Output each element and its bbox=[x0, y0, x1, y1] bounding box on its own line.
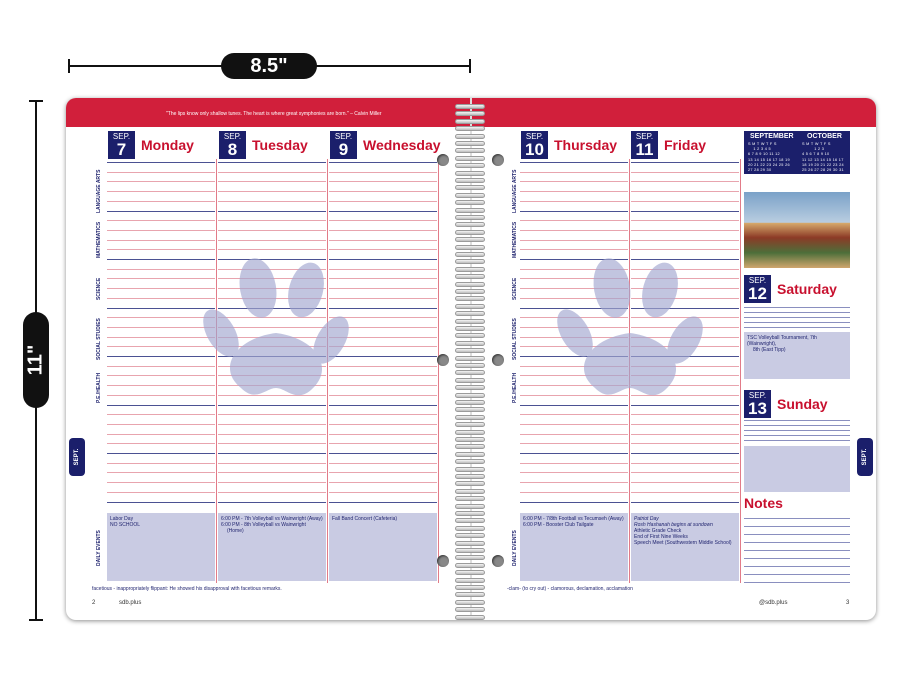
date-badge: SEP. 11 bbox=[631, 131, 658, 159]
spiral-coil bbox=[455, 526, 485, 531]
ruled-line bbox=[631, 502, 739, 503]
ruled-line bbox=[218, 220, 326, 221]
ruled-line bbox=[107, 220, 215, 221]
punch-hole bbox=[492, 154, 504, 166]
ruled-line bbox=[520, 172, 628, 173]
ruled-line bbox=[218, 172, 326, 173]
spiral-coil bbox=[455, 193, 485, 198]
ruled-line bbox=[218, 201, 326, 202]
column-divider bbox=[740, 159, 741, 583]
spiral-coil bbox=[455, 407, 485, 412]
spiral-coil bbox=[455, 304, 485, 309]
spiral-coil bbox=[455, 141, 485, 146]
ruled-line bbox=[329, 240, 437, 241]
spiral-coil bbox=[455, 267, 485, 272]
ruled-line bbox=[631, 230, 739, 231]
ruled-line bbox=[631, 472, 739, 473]
ruled-line bbox=[631, 201, 739, 202]
ruled-line bbox=[218, 463, 326, 464]
ruled-line bbox=[520, 453, 628, 454]
spiral-coil bbox=[455, 282, 485, 287]
ruled-line bbox=[218, 502, 326, 503]
day-header-saturday bbox=[744, 275, 850, 303]
ruled-line bbox=[329, 463, 437, 464]
ruled-line bbox=[329, 172, 437, 173]
spiral-coil bbox=[455, 600, 485, 605]
ruled-line bbox=[520, 240, 628, 241]
notes-line bbox=[744, 558, 850, 559]
spiral-coil bbox=[455, 570, 485, 575]
date-badge: SEP. 9 bbox=[330, 131, 357, 159]
height-label-pill bbox=[23, 312, 49, 408]
spiral-coil bbox=[455, 230, 485, 235]
day-header-friday bbox=[631, 131, 739, 159]
spiral-coil bbox=[455, 311, 485, 316]
subject-label-pe-health: P.E./HEALTH bbox=[96, 372, 102, 403]
ruled-line bbox=[107, 181, 215, 182]
ruled-line bbox=[218, 482, 326, 483]
daily-events-wednesday[interactable]: Fall Band Concert (Cafeteria) bbox=[329, 513, 437, 581]
subject-label-science: SCIENCE bbox=[512, 277, 518, 300]
spiral-coil bbox=[455, 511, 485, 516]
spiral-coil bbox=[455, 363, 485, 368]
subject-label-daily-events: DAILY EVENTS bbox=[96, 530, 102, 566]
spiral-coil bbox=[455, 326, 485, 331]
ruled-line bbox=[631, 240, 739, 241]
day-name: Sunday bbox=[777, 396, 828, 412]
ruled-line bbox=[520, 472, 628, 473]
ruled-line bbox=[218, 162, 326, 163]
weekend-line bbox=[744, 425, 850, 426]
spiral-coil bbox=[455, 422, 485, 427]
height-label: 11" bbox=[24, 344, 47, 376]
spiral-coil bbox=[455, 393, 485, 398]
spiral-coil bbox=[455, 222, 485, 227]
daily-events-friday[interactable]: Patriot Day Rosh Hashanah begins at sundown Athletic Grade Check End of First Nine Weeks Speech Meet (Southwestern Middle School) bbox=[631, 513, 739, 581]
date-badge: SEP. 7 bbox=[108, 131, 135, 159]
ruled-line bbox=[520, 201, 628, 202]
daily-events-saturday[interactable]: TSC Volleyball Tournament, 7th (Wainwright), 8th (East Tipp) bbox=[744, 332, 850, 379]
ruled-line bbox=[218, 230, 326, 231]
ruled-line bbox=[107, 162, 215, 163]
spiral-coil bbox=[455, 578, 485, 583]
spiral-coil bbox=[455, 504, 485, 509]
ruled-line bbox=[520, 162, 628, 163]
weekend-line bbox=[744, 440, 850, 441]
ruled-line bbox=[107, 502, 215, 503]
spiral-coil bbox=[455, 474, 485, 479]
ruled-line bbox=[107, 201, 215, 202]
day-name: Thursday bbox=[554, 137, 618, 153]
ruled-line bbox=[631, 453, 739, 454]
ruled-line bbox=[631, 424, 739, 425]
notes-line bbox=[744, 550, 850, 551]
ruled-line bbox=[631, 434, 739, 435]
day-name: Friday bbox=[664, 137, 707, 153]
spiral-coil bbox=[455, 178, 485, 183]
column-divider bbox=[438, 159, 439, 583]
weekend-line bbox=[744, 317, 850, 318]
notes-line bbox=[744, 534, 850, 535]
ruled-line bbox=[218, 472, 326, 473]
spiral-coil bbox=[455, 459, 485, 464]
height-dimension-cap-top bbox=[29, 100, 43, 102]
spiral-coil bbox=[455, 385, 485, 390]
spiral-coil bbox=[455, 452, 485, 457]
ruled-line bbox=[329, 482, 437, 483]
day-name: Tuesday bbox=[252, 137, 308, 153]
notes-line bbox=[744, 566, 850, 567]
ruled-line bbox=[631, 181, 739, 182]
ruled-line bbox=[107, 443, 215, 444]
calendar-september-title: SEPTEMBER bbox=[750, 133, 794, 140]
ruled-line bbox=[329, 220, 437, 221]
ruled-line bbox=[329, 201, 437, 202]
calendar-october-grid: S M T W T F S 1 2 3 4 5 6 7 8 9 10 11 12 13 14 15 16 17 18 19 20 21 22 23 24 25 26 27 28 29 30 31 bbox=[802, 142, 844, 173]
punch-hole bbox=[437, 354, 449, 366]
ruled-line bbox=[107, 230, 215, 231]
spiral-coil bbox=[455, 400, 485, 405]
day-header-tuesday bbox=[219, 131, 327, 159]
spiral-coil bbox=[455, 185, 485, 190]
daily-events-thursday[interactable]: 6:00 PM - 7/8th Football vs Tecumseh (Away) 6:00 PM - Booster Club Tailgate bbox=[520, 513, 628, 581]
spiral-coil bbox=[455, 585, 485, 590]
ruled-line bbox=[631, 220, 739, 221]
ruled-line bbox=[107, 240, 215, 241]
weekend-line bbox=[744, 307, 850, 308]
ruled-line bbox=[107, 424, 215, 425]
notes-title: Notes bbox=[744, 495, 783, 511]
width-dimension-cap-right bbox=[469, 59, 471, 73]
spiral-coil bbox=[455, 607, 485, 612]
ruled-line bbox=[520, 482, 628, 483]
weekend-line bbox=[744, 435, 850, 436]
month-tab-right[interactable]: SEPT. bbox=[857, 438, 873, 476]
ruled-line bbox=[218, 181, 326, 182]
ruled-line bbox=[107, 434, 215, 435]
weekend-line bbox=[744, 430, 850, 431]
spiral-coil bbox=[455, 200, 485, 205]
paw-print-left bbox=[186, 248, 356, 418]
ruled-line bbox=[329, 230, 437, 231]
spiral-coil bbox=[455, 333, 485, 338]
spiral-coil bbox=[455, 548, 485, 553]
autumn-campus-photo bbox=[744, 192, 850, 268]
spiral-coil bbox=[455, 208, 485, 213]
subject-label-mathematics: MATHEMATICS bbox=[512, 221, 518, 258]
ruled-line bbox=[329, 191, 437, 192]
notes-line bbox=[744, 518, 850, 519]
spiral-coil bbox=[455, 444, 485, 449]
spiral-coil bbox=[455, 134, 485, 139]
ruled-line bbox=[107, 463, 215, 464]
ruled-line bbox=[631, 211, 739, 212]
weekend-line bbox=[744, 322, 850, 323]
spiral-coil bbox=[455, 274, 485, 279]
ruled-line bbox=[631, 463, 739, 464]
ruled-line bbox=[520, 424, 628, 425]
spiral-coil bbox=[455, 156, 485, 161]
spiral-coil bbox=[455, 356, 485, 361]
subject-label-daily-events: DAILY EVENTS bbox=[512, 530, 518, 566]
subject-label-language-arts: LANGUAGE ARTS bbox=[96, 169, 102, 213]
mini-calendars bbox=[744, 131, 850, 174]
ruled-line bbox=[329, 181, 437, 182]
ruled-line bbox=[218, 492, 326, 493]
spiral-coil bbox=[455, 215, 485, 220]
brand-left: sdb.plus bbox=[119, 600, 142, 606]
ruled-line bbox=[218, 211, 326, 212]
spiral-coil bbox=[455, 430, 485, 435]
spiral-coil bbox=[455, 245, 485, 250]
spiral-coil bbox=[455, 563, 485, 568]
ruled-line bbox=[520, 443, 628, 444]
ruled-line bbox=[631, 482, 739, 483]
punch-hole bbox=[492, 354, 504, 366]
day-header-sunday bbox=[744, 390, 850, 418]
spiral-coil bbox=[455, 163, 485, 168]
ruled-line bbox=[631, 162, 739, 163]
height-dimension-cap-bottom bbox=[29, 619, 43, 621]
spiral-coil bbox=[455, 296, 485, 301]
date-badge: SEP. 8 bbox=[219, 131, 246, 159]
ruled-line bbox=[329, 453, 437, 454]
weekend-line bbox=[744, 312, 850, 313]
spiral-coil bbox=[455, 111, 485, 116]
calendar-october-title: OCTOBER bbox=[807, 133, 842, 140]
weekend-line bbox=[744, 327, 850, 328]
day-name: Monday bbox=[141, 137, 194, 153]
ruled-line bbox=[329, 211, 437, 212]
spiral-coil bbox=[455, 171, 485, 176]
brand-right: @sdb.plus bbox=[759, 600, 788, 606]
ruled-line bbox=[329, 502, 437, 503]
spiral-coil bbox=[455, 481, 485, 486]
ruled-line bbox=[520, 220, 628, 221]
ruled-line bbox=[520, 191, 628, 192]
punch-hole bbox=[492, 555, 504, 567]
page-number-right: 3 bbox=[846, 600, 850, 606]
day-name: Wednesday bbox=[363, 137, 441, 153]
month-tab-left[interactable]: SEPT. bbox=[69, 438, 85, 476]
word-of-day-left: facetious - inappropriately flippant: He showed his disapproval with facetious remarks. bbox=[92, 586, 282, 592]
notes-line bbox=[744, 542, 850, 543]
subject-label-mathematics: MATHEMATICS bbox=[96, 221, 102, 258]
spiral-coil bbox=[455, 496, 485, 501]
spiral-coil bbox=[455, 148, 485, 153]
page-number-left: 2 bbox=[92, 600, 96, 606]
ruled-line bbox=[107, 492, 215, 493]
day-name: Saturday bbox=[777, 281, 837, 297]
daily-events-tuesday[interactable]: 6:00 PM - 7th Volleyball vs Wainwright (Away) 6:00 PM - 8th Volleyball vs Wainwright (Home) bbox=[218, 513, 326, 581]
ruled-line bbox=[329, 162, 437, 163]
quote: "The lips know only shallow tunes. The heart is where great symphonies are born." – Calvin Miller bbox=[166, 111, 382, 117]
paw-print-right bbox=[540, 248, 710, 418]
spiral-coil bbox=[455, 592, 485, 597]
ruled-line bbox=[107, 172, 215, 173]
subject-label-language-arts: LANGUAGE ARTS bbox=[512, 169, 518, 213]
spiral-coil bbox=[455, 126, 485, 131]
ruled-line bbox=[520, 492, 628, 493]
ruled-line bbox=[218, 191, 326, 192]
ruled-line bbox=[218, 424, 326, 425]
word-of-day-right: -clam- (to cry out) - clamorous, declamation, acclamation bbox=[507, 586, 633, 592]
daily-events-sunday[interactable] bbox=[744, 446, 850, 492]
spiral-coil bbox=[455, 348, 485, 353]
spiral-coil bbox=[455, 518, 485, 523]
ruled-line bbox=[520, 502, 628, 503]
spiral-coil bbox=[455, 341, 485, 346]
width-label: 8.5" bbox=[221, 53, 317, 79]
date-badge: SEP. 12 bbox=[744, 275, 771, 303]
spiral-coil bbox=[455, 319, 485, 324]
ruled-line bbox=[520, 230, 628, 231]
notes-line bbox=[744, 526, 850, 527]
ruled-line bbox=[520, 434, 628, 435]
ruled-line bbox=[329, 492, 437, 493]
calendar-september-grid: S M T W T F S 1 2 3 4 5 6 7 8 9 10 11 12 13 14 15 16 17 18 19 20 21 22 23 24 25 26 27 28 29 30 bbox=[748, 142, 790, 173]
ruled-line bbox=[329, 434, 437, 435]
spiral-coil bbox=[455, 489, 485, 494]
ruled-line bbox=[218, 434, 326, 435]
subject-label-social-studies: SOCIAL STUDIES bbox=[96, 318, 102, 360]
ruled-line bbox=[107, 211, 215, 212]
subject-label-social-studies: SOCIAL STUDIES bbox=[512, 318, 518, 360]
weekend-line bbox=[744, 420, 850, 421]
ruled-line bbox=[107, 472, 215, 473]
notes-line bbox=[744, 574, 850, 575]
subject-label-pe-health: P.E./HEALTH bbox=[512, 372, 518, 403]
day-header-wednesday bbox=[330, 131, 441, 159]
width-dimension-cap-left bbox=[68, 59, 70, 73]
ruled-line bbox=[520, 211, 628, 212]
spiral-coil bbox=[455, 533, 485, 538]
spiral-coil bbox=[455, 259, 485, 264]
ruled-line bbox=[107, 482, 215, 483]
ruled-line bbox=[520, 463, 628, 464]
spiral-coil bbox=[455, 437, 485, 442]
spiral-coil bbox=[455, 289, 485, 294]
spiral-coil bbox=[455, 555, 485, 560]
spiral-coil bbox=[455, 615, 485, 620]
spiral-coil bbox=[455, 378, 485, 383]
punch-hole bbox=[437, 154, 449, 166]
spiral-coil bbox=[455, 541, 485, 546]
punch-hole bbox=[437, 555, 449, 567]
ruled-line bbox=[218, 453, 326, 454]
ruled-line bbox=[631, 492, 739, 493]
ruled-line bbox=[631, 172, 739, 173]
ruled-line bbox=[329, 424, 437, 425]
ruled-line bbox=[631, 191, 739, 192]
date-badge: SEP. 13 bbox=[744, 390, 771, 418]
date-badge: SEP. 10 bbox=[521, 131, 548, 159]
ruled-line bbox=[107, 453, 215, 454]
spiral-coil bbox=[455, 370, 485, 375]
spiral-coil bbox=[455, 119, 485, 124]
ruled-line bbox=[520, 181, 628, 182]
ruled-line bbox=[329, 443, 437, 444]
spiral-coil bbox=[455, 415, 485, 420]
day-header-thursday bbox=[521, 131, 629, 159]
day-header-monday bbox=[108, 131, 216, 159]
ruled-line bbox=[107, 191, 215, 192]
spiral-coil bbox=[455, 467, 485, 472]
spiral-coil bbox=[455, 237, 485, 242]
ruled-line bbox=[218, 240, 326, 241]
spiral-coil bbox=[455, 104, 485, 109]
daily-events-monday[interactable]: Labor Day NO SCHOOL bbox=[107, 513, 215, 581]
ruled-line bbox=[218, 443, 326, 444]
spiral-coil bbox=[455, 252, 485, 257]
subject-label-science: SCIENCE bbox=[96, 277, 102, 300]
notes-line bbox=[744, 582, 850, 583]
ruled-line bbox=[329, 472, 437, 473]
ruled-line bbox=[631, 443, 739, 444]
